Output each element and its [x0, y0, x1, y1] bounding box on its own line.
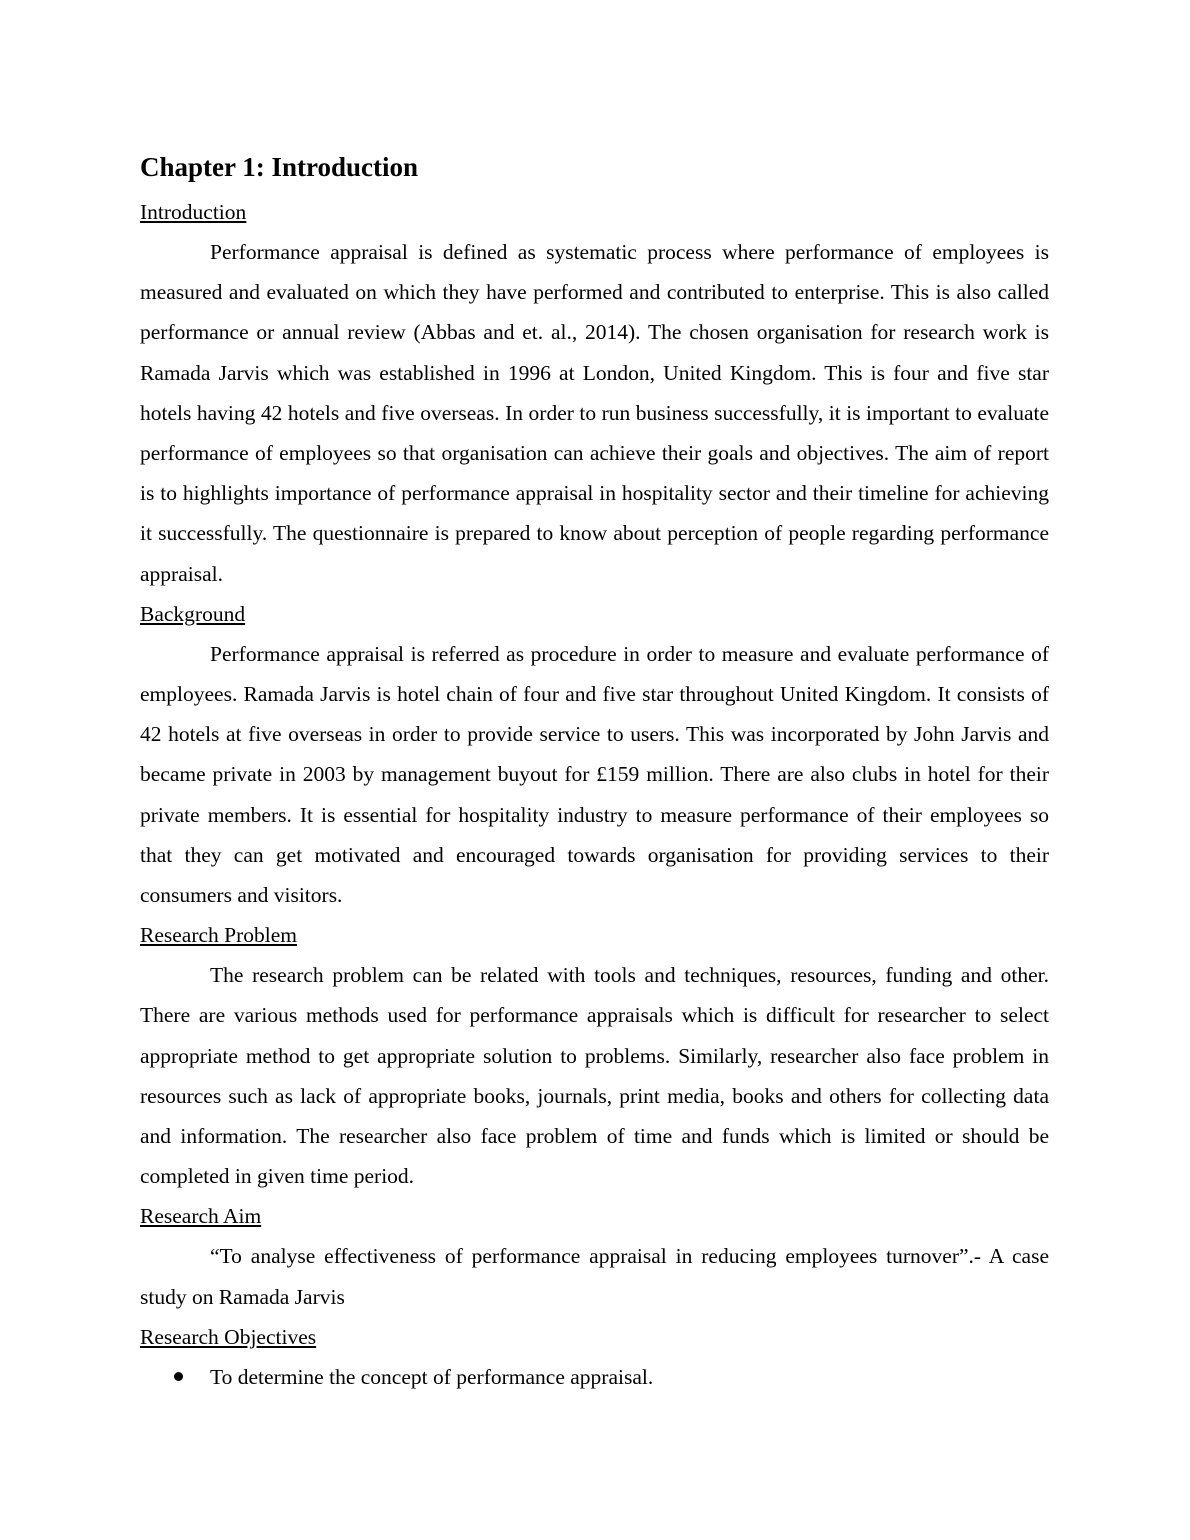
section-heading-research-aim: Research Aim [140, 1204, 262, 1229]
list-item [140, 1357, 1049, 1397]
objectives-list [140, 1357, 1049, 1397]
section-heading-background: Background [140, 601, 246, 626]
research-aim-paragraph: “To analyse effectiveness of performance appraisal in reducing employees turnover”.- A case study on Ramada Jarvis [140, 1244, 1049, 1309]
research-problem-paragraph: The research problem can be related with tools and techniques, resources, funding and other. There are various methods used for performance appraisals which is difficult for researcher to select appropriate method to get appropriate solution to problems. Similarly, researcher also face problem in resources such as lack of appropriate books, journals, print media, books and others for collecting data and information. The researcher also face problem of time and funds which is limited or should be completed in given time period. [140, 963, 1049, 1189]
chapter-title: Chapter 1: Introduction [140, 152, 419, 182]
background-paragraph: Performance appraisal is referred as procedure in order to measure and evaluate performance of employees. Ramada Jarvis is hotel chain of four and five star throughout United Kingdom. It consists of 42 hotels at five overseas in order to provide service to users. This was incorporated by John Jarvis and became private in 2003 by management buyout for £159 million. There are also clubs in hotel for their private members. It is essential for hospitality industry to measure performance of their employees so that they can get motivated and encouraged towards organisation for providing services to their consumers and visitors. [140, 641, 1049, 908]
section-introduction [140, 192, 1049, 594]
section-research-aim [140, 1196, 1049, 1316]
objective-text: To determine the concept of performance appraisal. [210, 1364, 654, 1389]
section-background [140, 594, 1049, 915]
section-heading-introduction: Introduction [140, 200, 247, 224]
section-research-problem [140, 915, 1049, 1196]
document-page [140, 148, 1049, 1397]
section-heading-research-problem: Research Problem [140, 923, 298, 948]
section-heading-research-objectives: Research Objectives [140, 1324, 317, 1349]
section-research-objectives [140, 1317, 1049, 1397]
bullet-icon [174, 1372, 183, 1381]
introduction-paragraph: Performance appraisal is defined as systematic process where performance of employees is measured and evaluated on which they have performed and contributed to enterprise. This is also called performance or annual review (Abbas and et. al., 2014). The chosen organisation for research work is Ramada Jarvis which was established in 1996 at London, United Kingdom. This is four and five star hotels having 42 hotels and five overseas. In order to run business successfully, it is important to evaluate performance of employees so that organisation can achieve their goals and objectives. The aim of report is to highlights importance of performance appraisal in hospitality sector and their timeline for achieving it successfully. The questionnaire is prepared to know about perception of people regarding performance appraisal. [140, 240, 1049, 586]
